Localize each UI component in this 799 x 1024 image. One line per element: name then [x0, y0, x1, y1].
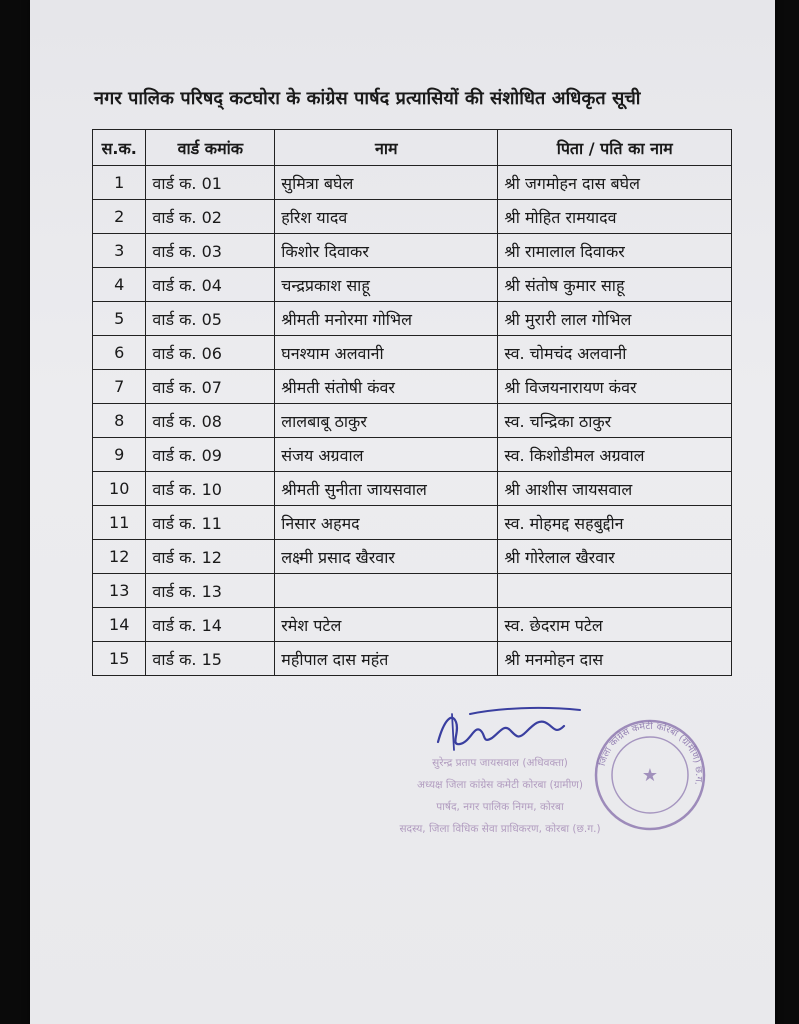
table-row — [93, 574, 732, 608]
cell-name — [275, 574, 498, 608]
cell-ward: वार्ड क. 06 — [146, 336, 275, 370]
cell-serial: 10 — [93, 472, 146, 506]
cell-name: लक्ष्मी प्रसाद खैरवार — [275, 540, 498, 574]
cell-father-name: श्री मनमोहन दास — [498, 642, 732, 676]
cell-name: हरिश यादव — [275, 200, 498, 234]
cell-name: श्रीमती सुनीता जायसवाल — [275, 472, 498, 506]
cell-father-name: श्री मुरारी लाल गोभिल — [498, 302, 732, 336]
cell-serial: 1 — [93, 166, 146, 200]
cell-father-name: श्री जगमोहन दास बघेल — [498, 166, 732, 200]
cell-ward: वार्ड क. 07 — [146, 370, 275, 404]
table-header-row — [93, 130, 732, 166]
cell-serial: 11 — [93, 506, 146, 540]
cell-ward: वार्ड क. 11 — [146, 506, 275, 540]
table-row — [93, 642, 732, 676]
table-row — [93, 608, 732, 642]
table-row — [93, 438, 732, 472]
stamp-line: पार्षद, नगर पालिक निगम, कोरबा — [436, 801, 564, 813]
stamp-line: अध्यक्ष जिला कांग्रेस कमेटी कोरबा (ग्रामीण) — [416, 779, 583, 791]
document-title: नगर पालिक परिषद् कटघोरा के कांग्रेस पार्षद प्रत्यासियों की संशोधित अधिकृत सूची — [94, 88, 641, 109]
cell-ward: वार्ड क. 08 — [146, 404, 275, 438]
table-row — [93, 234, 732, 268]
table-row — [93, 506, 732, 540]
cell-father-name: श्री संतोष कुमार साहू — [498, 268, 732, 302]
cell-name: संजय अग्रवाल — [275, 438, 498, 472]
table-row — [93, 404, 732, 438]
table-row — [93, 540, 732, 574]
cell-father-name: श्री मोहित रामयादव — [498, 200, 732, 234]
cell-name: श्रीमती संतोषी कंवर — [275, 370, 498, 404]
cell-ward: वार्ड क. 03 — [146, 234, 275, 268]
cell-name: महीपाल दास महंत — [275, 642, 498, 676]
cell-father-name — [498, 574, 732, 608]
cell-ward: वार्ड क. 14 — [146, 608, 275, 642]
cell-father-name: श्री रामालाल दिवाकर — [498, 234, 732, 268]
cell-serial: 3 — [93, 234, 146, 268]
cell-serial: 13 — [93, 574, 146, 608]
table-row — [93, 268, 732, 302]
header-serial: स.क. — [93, 130, 146, 166]
cell-father-name: स्व. चन्द्रिका ठाकुर — [498, 404, 732, 438]
header-ward: वार्ड कमांक — [146, 130, 275, 166]
official-stamp-text — [380, 752, 620, 840]
cell-ward: वार्ड क. 12 — [146, 540, 275, 574]
stamp-line: सदस्य, जिला विधिक सेवा प्राधिकरण, कोरबा (छ.ग.) — [399, 823, 601, 835]
cell-father-name: स्व. मोहमद्द सहबुद्दीन — [498, 506, 732, 540]
cell-serial: 2 — [93, 200, 146, 234]
table-row — [93, 200, 732, 234]
header-name: नाम — [275, 130, 498, 166]
cell-ward: वार्ड क. 15 — [146, 642, 275, 676]
cell-serial: 5 — [93, 302, 146, 336]
cell-name: रमेश पटेल — [275, 608, 498, 642]
table-row — [93, 166, 732, 200]
cell-serial: 7 — [93, 370, 146, 404]
cell-name: श्रीमती मनोरमा गोभिल — [275, 302, 498, 336]
cell-ward: वार्ड क. 13 — [146, 574, 275, 608]
cell-serial: 4 — [93, 268, 146, 302]
cell-name: सुमित्रा बघेल — [275, 166, 498, 200]
cell-name: घनश्याम अलवानी — [275, 336, 498, 370]
candidate-table — [92, 129, 732, 676]
svg-text:★: ★ — [641, 765, 659, 786]
cell-father-name: स्व. किशोडीमल अग्रवाल — [498, 438, 732, 472]
cell-ward: वार्ड क. 01 — [146, 166, 275, 200]
cell-serial: 8 — [93, 404, 146, 438]
cell-serial: 6 — [93, 336, 146, 370]
table-row — [93, 472, 732, 506]
cell-serial: 9 — [93, 438, 146, 472]
document-page — [30, 0, 775, 1024]
cell-father-name: स्व. चोमचंद अलवानी — [498, 336, 732, 370]
cell-serial: 12 — [93, 540, 146, 574]
cell-ward: वार्ड क. 05 — [146, 302, 275, 336]
seal-text: जिला कांग्रेस कमेटी कोरबा (ग्रामीण) छ.ग. — [596, 720, 705, 787]
table-row — [93, 302, 732, 336]
cell-father-name: स्व. छेदराम पटेल — [498, 608, 732, 642]
cell-ward: वार्ड क. 09 — [146, 438, 275, 472]
cell-ward: वार्ड क. 04 — [146, 268, 275, 302]
cell-name: किशोर दिवाकर — [275, 234, 498, 268]
cell-father-name: श्री आशीस जायसवाल — [498, 472, 732, 506]
round-seal-stamp — [590, 715, 710, 835]
cell-ward: वार्ड क. 10 — [146, 472, 275, 506]
cell-name: लालबाबू ठाकुर — [275, 404, 498, 438]
cell-father-name: श्री विजयनारायण कंवर — [498, 370, 732, 404]
stamp-line: सुरेन्द्र प्रताप जायसवाल (अधिवक्ता) — [432, 757, 568, 769]
cell-ward: वार्ड क. 02 — [146, 200, 275, 234]
signature-graphic — [430, 700, 590, 760]
cell-serial: 14 — [93, 608, 146, 642]
table-row — [93, 370, 732, 404]
cell-name: निसार अहमद — [275, 506, 498, 540]
table-row — [93, 336, 732, 370]
cell-serial: 15 — [93, 642, 146, 676]
header-father-name: पिता / पति का नाम — [498, 130, 732, 166]
cell-father-name: श्री गोरेलाल खैरवार — [498, 540, 732, 574]
cell-name: चन्द्रप्रकाश साहू — [275, 268, 498, 302]
